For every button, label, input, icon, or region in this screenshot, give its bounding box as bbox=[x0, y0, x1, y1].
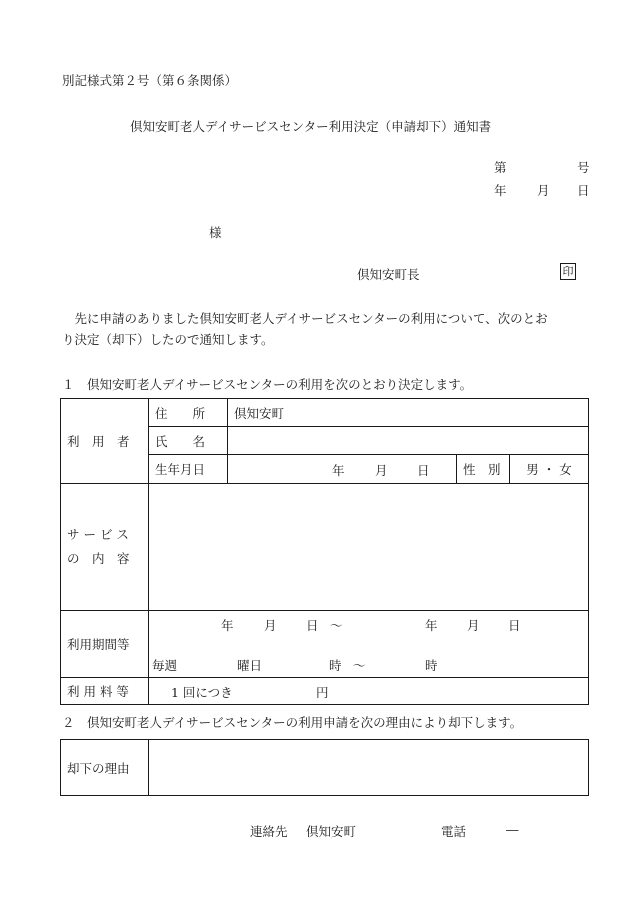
intro-text-line1: 先に申請のありました倶知安町老人デイサービスセンターの利用について、次のとお bbox=[74, 311, 548, 326]
birth-day: 日 bbox=[417, 463, 430, 478]
service-label bbox=[61, 484, 149, 611]
rejection-table bbox=[60, 739, 589, 796]
issuer-name: 倶知安町長 bbox=[357, 267, 420, 282]
period-value[interactable] bbox=[149, 611, 589, 678]
user-label-cell bbox=[61, 399, 149, 484]
birth-month: 月 bbox=[375, 463, 388, 478]
address-label: 住 所 bbox=[149, 399, 228, 427]
reason-label: 却下の理由 bbox=[61, 740, 149, 796]
recipient-honorific: 様 bbox=[209, 225, 222, 240]
period-end-day: 日 bbox=[508, 618, 521, 633]
phone-dash: ― bbox=[506, 822, 519, 837]
service-label-line1: サ ー ビ ス bbox=[67, 527, 129, 542]
service-content[interactable] bbox=[149, 484, 589, 611]
phone-label: 電話 bbox=[441, 824, 467, 839]
fee-per-session: 1 回につき bbox=[171, 685, 233, 700]
date-year: 年 bbox=[494, 183, 507, 198]
hour-start: 時 bbox=[329, 658, 342, 673]
fee-value[interactable] bbox=[149, 678, 589, 705]
section2-heading: ２ 倶知安町老人デイサービスセンターの利用申請を次の理由により却下します。 bbox=[62, 715, 523, 730]
decision-table bbox=[60, 398, 589, 705]
period-start-year: 年 bbox=[221, 618, 234, 633]
birthdate-label: 生年月日 bbox=[149, 455, 228, 484]
weekday-label: 曜日 bbox=[237, 658, 263, 673]
period-tilde: ～ bbox=[330, 618, 343, 633]
contact-label: 連絡先 bbox=[250, 824, 288, 839]
name-value[interactable] bbox=[228, 427, 589, 455]
intro-text-line2: り決定（却下）したので通知します。 bbox=[62, 332, 274, 347]
reason-value[interactable] bbox=[149, 740, 589, 796]
period-end-year: 年 bbox=[425, 618, 438, 633]
period-label: 利用期間等 bbox=[61, 611, 149, 678]
date-day: 日 bbox=[577, 183, 590, 198]
doc-number-suffix: 号 bbox=[577, 160, 590, 175]
name-label: 氏 名 bbox=[149, 427, 228, 455]
form-number: 別記様式第２号（第６条関係） bbox=[62, 73, 238, 88]
user-label: 利 用 者 bbox=[67, 434, 130, 449]
seal-mark: 印 bbox=[560, 263, 576, 280]
contact-town: 倶知安町 bbox=[306, 824, 357, 839]
service-label-line2: の 内 容 bbox=[67, 551, 130, 566]
fee-label: 利 用 料 等 bbox=[61, 678, 149, 705]
address-value[interactable]: 倶知安町 bbox=[228, 399, 589, 427]
section1-heading: １ 倶知安町老人デイサービスセンターの利用を次のとおり決定します。 bbox=[62, 377, 473, 392]
document-title: 倶知安町老人デイサービスセンター利用決定（申請却下）通知書 bbox=[130, 119, 492, 134]
sex-label: 性 別 bbox=[457, 455, 510, 484]
weekly-label: 毎週 bbox=[152, 658, 178, 673]
fee-unit: 円 bbox=[316, 685, 329, 700]
date-month: 月 bbox=[537, 183, 550, 198]
hour-tilde: ～ bbox=[353, 658, 366, 673]
sex-value[interactable]: 男 ・ 女 bbox=[510, 455, 589, 484]
doc-number-prefix: 第 bbox=[494, 160, 507, 175]
birth-year: 年 bbox=[332, 463, 345, 478]
hour-end: 時 bbox=[425, 658, 438, 673]
period-end-month: 月 bbox=[467, 618, 480, 633]
period-start-month: 月 bbox=[264, 618, 277, 633]
period-start-day: 日 bbox=[306, 618, 319, 633]
birthdate-value[interactable] bbox=[228, 455, 457, 484]
